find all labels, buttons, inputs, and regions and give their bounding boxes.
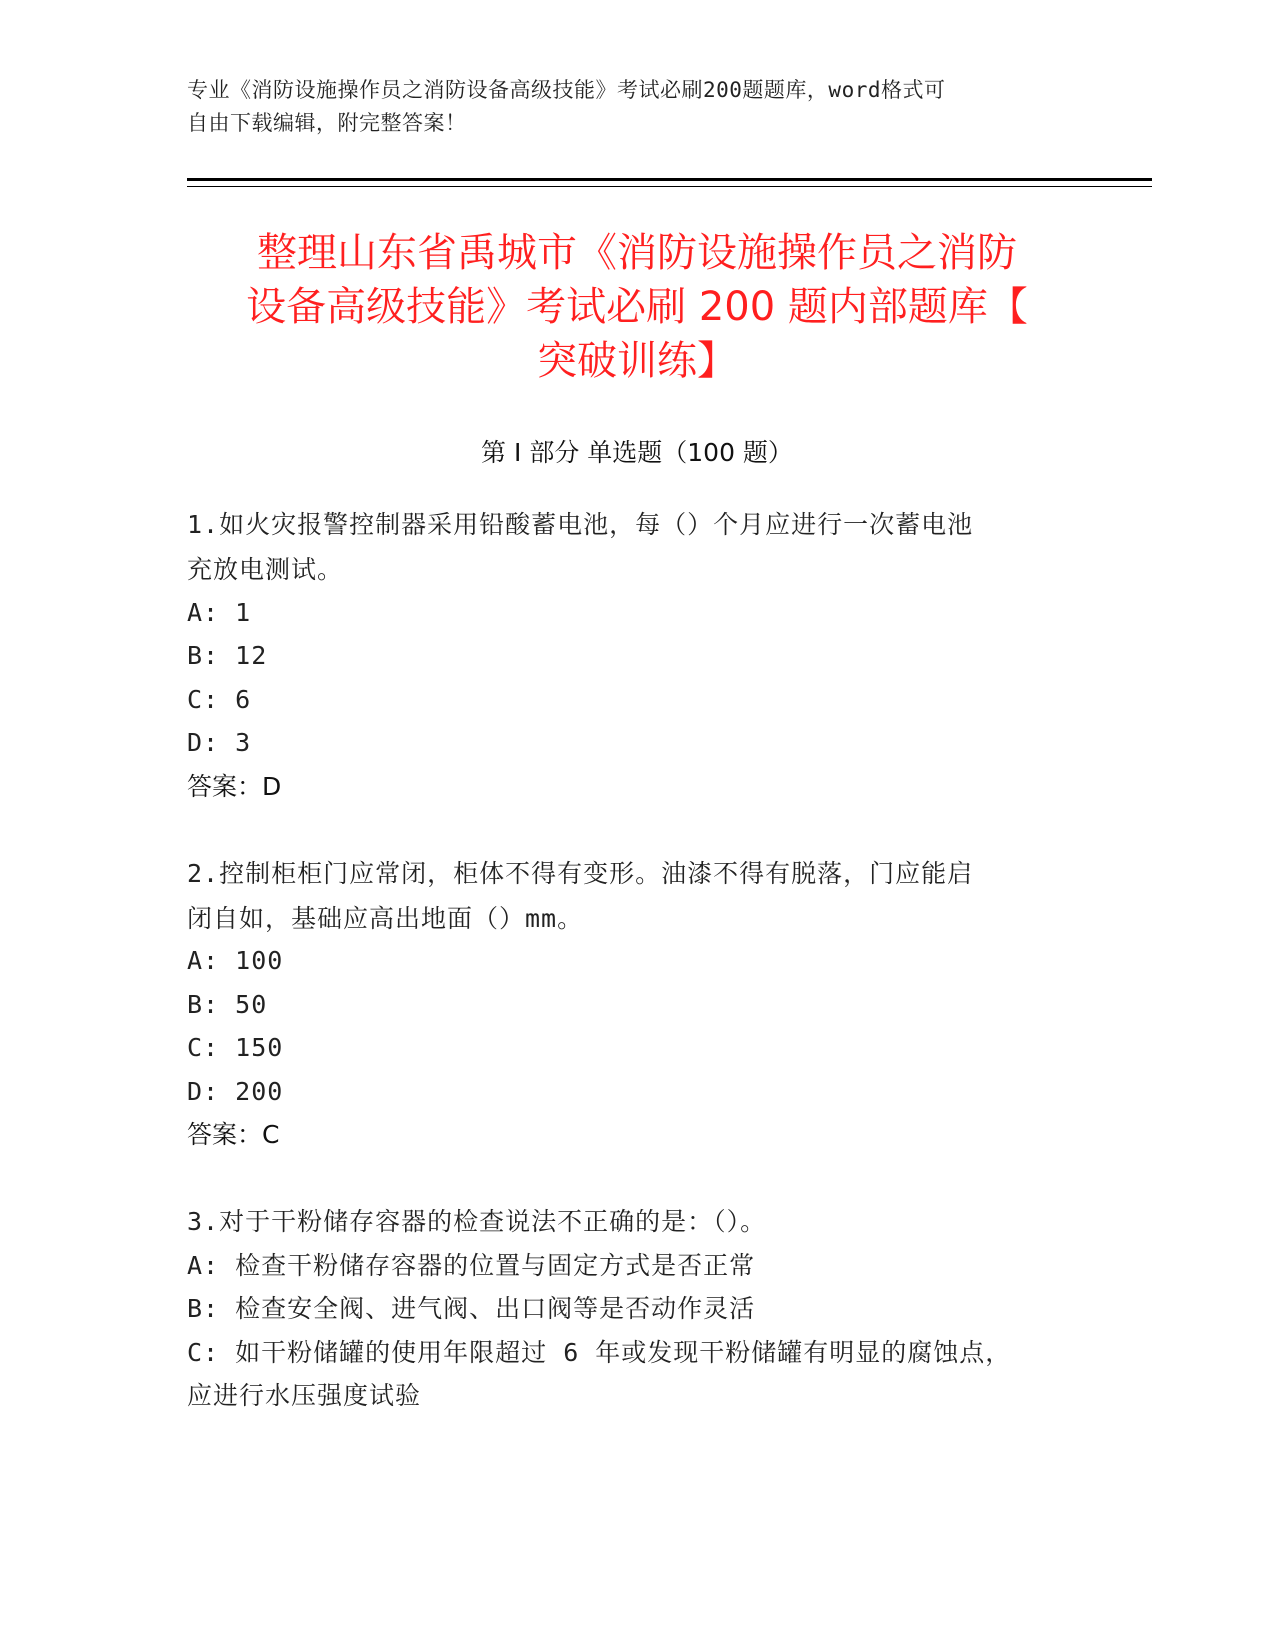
question-2-option-d: D: 200: [187, 1077, 284, 1106]
question-2-stem-line-1: 2.控制柜柜门应常闭，柜体不得有变形。油漆不得有脱落，门应能启: [187, 859, 974, 888]
question-1-option-d: D: 3: [187, 728, 252, 757]
document-title-line-3: 突破训练】: [537, 338, 737, 384]
question-2-stem: [187, 851, 1067, 941]
question-1-stem-line-2: 充放电测试。: [187, 555, 344, 584]
header-rule-thin: [187, 186, 1152, 187]
question-2-answer: 答案：C: [187, 1120, 280, 1149]
question-2-option-b: B: 50: [187, 990, 268, 1019]
question-1-stem: [187, 502, 1067, 592]
document-title-line-2: 设备高级技能》考试必刷 200 题内部题库【: [246, 284, 1028, 330]
question-3-option-b: B: 检查安全阀、进气阀、出口阀等是否动作灵活: [187, 1294, 756, 1323]
question-1-option-a: A: 1: [187, 598, 252, 627]
question-2-option-a: A: 100: [187, 946, 284, 975]
question-3-stem: 3.对于干粉储存容器的检查说法不正确的是：（）。: [187, 1207, 767, 1236]
question-1-option-c: C: 6: [187, 685, 252, 714]
document-title: [187, 226, 1087, 388]
question-3-option-c: C: 如干粉储罐的使用年限超过 6 年或发现干粉储罐有明显的腐蚀点，: [187, 1338, 1012, 1367]
question-1-option-b: B: 12: [187, 641, 268, 670]
section-title: 第 I 部分 单选题（100 题）: [481, 438, 793, 467]
question-3-option-c-continued: 应进行水压强度试验: [187, 1381, 422, 1410]
document-title-line-1: 整理山东省禹城市《消防设施操作员之消防: [257, 230, 1017, 276]
question-2-stem-line-2: 闭自如，基础应高出地面（）mm。: [187, 904, 584, 933]
header-note-line-2: 自由下载编辑，附完整答案！: [187, 111, 467, 135]
question-1-answer: 答案：D: [187, 772, 282, 801]
question-1-stem-line-1: 1.如火灾报警控制器采用铅酸蓄电池，每（）个月应进行一次蓄电池: [187, 510, 974, 539]
header-note: [187, 74, 1087, 140]
question-2-option-c: C: 150: [187, 1033, 284, 1062]
header-note-line-1: 专业《消防设施操作员之消防设备高级技能》考试必刷200题题库，word格式可: [187, 78, 946, 102]
question-3-option-a: A: 检查干粉储存容器的位置与固定方式是否正常: [187, 1251, 756, 1280]
header-rule-thick: [187, 178, 1152, 181]
